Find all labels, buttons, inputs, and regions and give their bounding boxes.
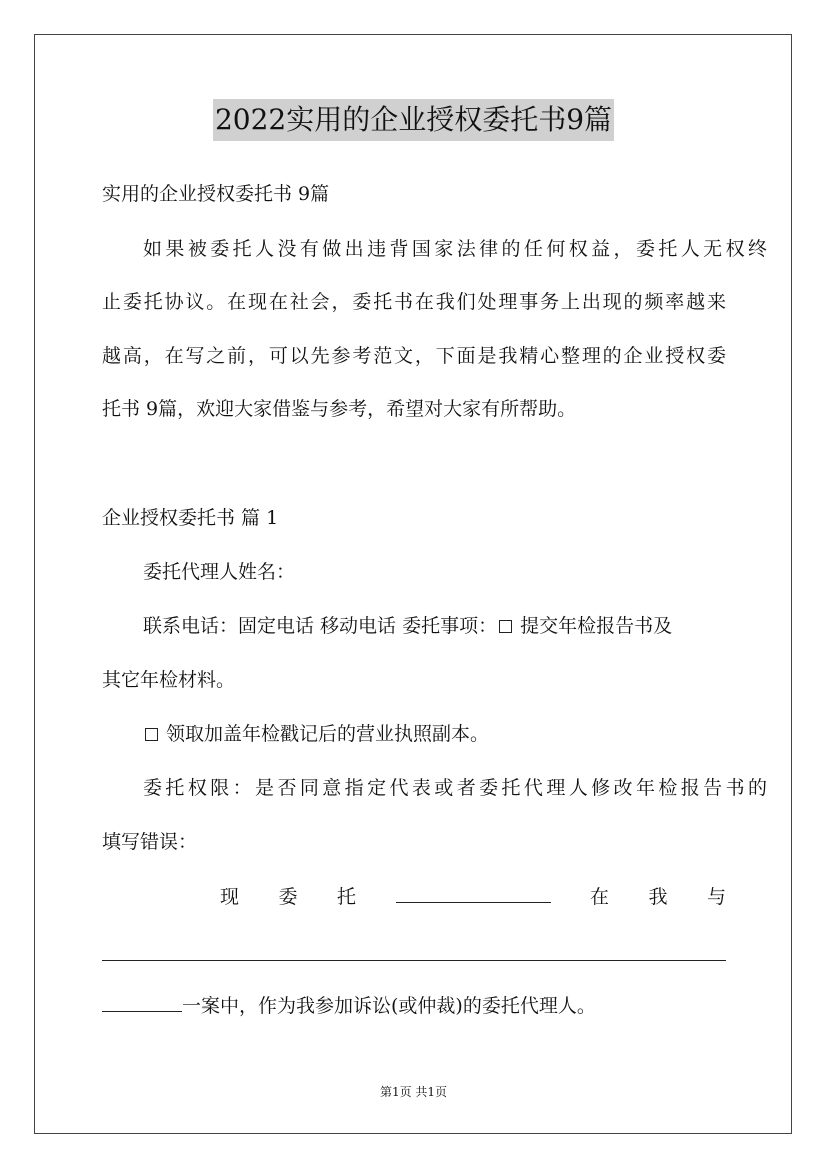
checkbox-collect-license[interactable] <box>145 728 158 741</box>
entrust-char-1: 现 <box>220 886 240 908</box>
case-blank[interactable] <box>102 993 182 1012</box>
authority-line-1: 委托权限：是否同意指定代表或者委托代理人修改年检报告书的 <box>143 777 767 799</box>
contact-text-2: 提交年检报告书及 <box>520 615 673 637</box>
contact-text: 联系电话：固定电话 移动电话 委托事项： <box>143 615 498 637</box>
entrust-char-4: 在 <box>589 886 609 908</box>
document-title: 2022实用的企业授权委托书9篇 <box>213 99 614 141</box>
item2-text: 领取加盖年检戳记后的营业执照副本。 <box>166 723 490 745</box>
intro-line-2: 止委托协议。在现在社会，委托书在我们处理事务上出现的频率越来 <box>102 291 726 313</box>
item2-line <box>102 722 767 746</box>
closing-line <box>102 993 726 1018</box>
contact-line <box>102 614 767 638</box>
entrust-char-2: 委 <box>278 886 298 908</box>
page-footer: 第1页 共1页 <box>379 1085 448 1099</box>
intro-line-1: 如果被委托人没有做出违背国家法律的任何权益，委托人无权终 <box>143 238 767 260</box>
party-blank[interactable] <box>102 960 726 961</box>
entrust-char-5: 我 <box>648 886 668 908</box>
document-subtitle: 实用的企业授权委托书 9篇 <box>102 183 330 205</box>
authority-line-2: 填写错误： <box>102 831 198 853</box>
entrust-line <box>220 884 726 909</box>
entrust-char-3: 托 <box>337 886 357 908</box>
section-heading: 企业授权委托书 篇 1 <box>102 507 279 529</box>
agent-blank[interactable] <box>396 884 551 903</box>
intro-line-3: 越高，在写之前，可以先参考范文，下面是我精心整理的企业授权委 <box>102 345 726 367</box>
title-wrapper <box>0 99 827 141</box>
contact-line-cont: 其它年检材料。 <box>102 669 236 691</box>
checkbox-submit-report[interactable] <box>499 620 512 633</box>
closing-text: 一案中，作为我参加诉讼(或仲裁)的委托代理人。 <box>182 995 596 1017</box>
intro-line-4: 托书 9篇，欢迎大家借鉴与参考，希望对大家有所帮助。 <box>102 398 577 420</box>
agent-name-label: 委托代理人姓名： <box>143 561 296 583</box>
entrust-char-6: 与 <box>706 886 726 908</box>
